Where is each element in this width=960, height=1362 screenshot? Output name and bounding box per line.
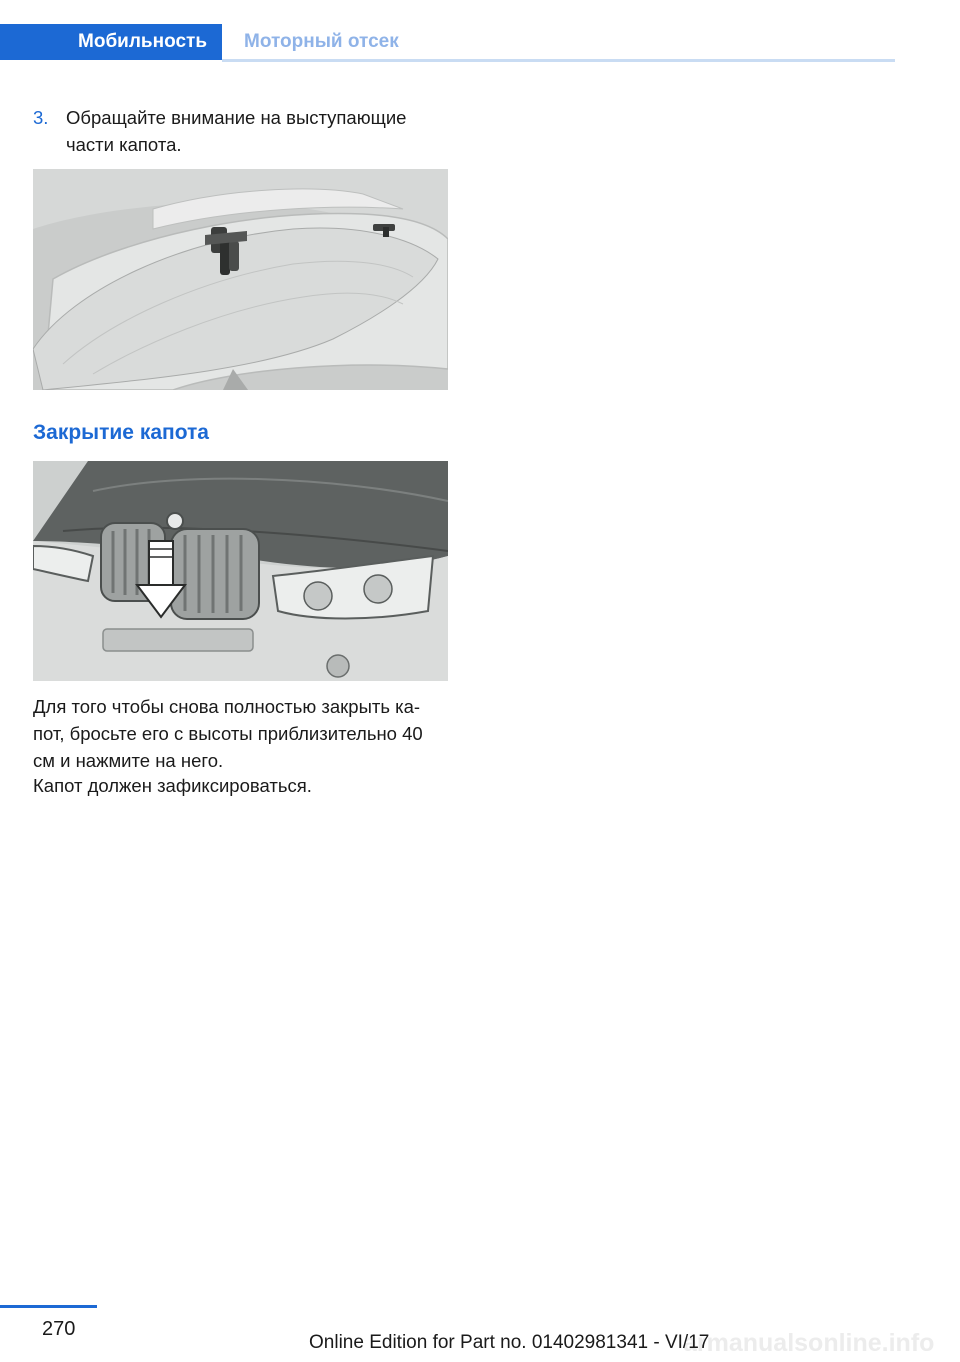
- section-heading: Закрытие капота: [33, 421, 209, 444]
- step-number: 3.: [33, 107, 49, 128]
- header-rule: [222, 59, 895, 62]
- header-tabs: [0, 0, 895, 62]
- tab-mobility[interactable]: Мобильность: [0, 24, 222, 60]
- footer-rule: [0, 1305, 97, 1308]
- tab-engine-compartment[interactable]: Моторный отсек: [244, 31, 399, 52]
- hood-underside-illustration: [33, 169, 448, 390]
- instruction-paragraph: Для того чтобы снова полностью закрыть ка‐пот, бросьте его с высоты приблизительно 40 см и нажмите на него.: [33, 696, 423, 771]
- hood-closing-illustration: [33, 461, 448, 681]
- result-paragraph: Капот должен зафиксироваться.: [33, 775, 312, 796]
- brand-logo-icon: [167, 513, 183, 529]
- watermark: armanualsonline.info: [683, 1329, 935, 1357]
- page-number: 270: [42, 1318, 76, 1340]
- edition-note: Online Edition for Part no. 01402981341 - VI/17: [309, 1332, 710, 1353]
- step-text: Обращайте внимание на выступающие части капота.: [66, 107, 407, 155]
